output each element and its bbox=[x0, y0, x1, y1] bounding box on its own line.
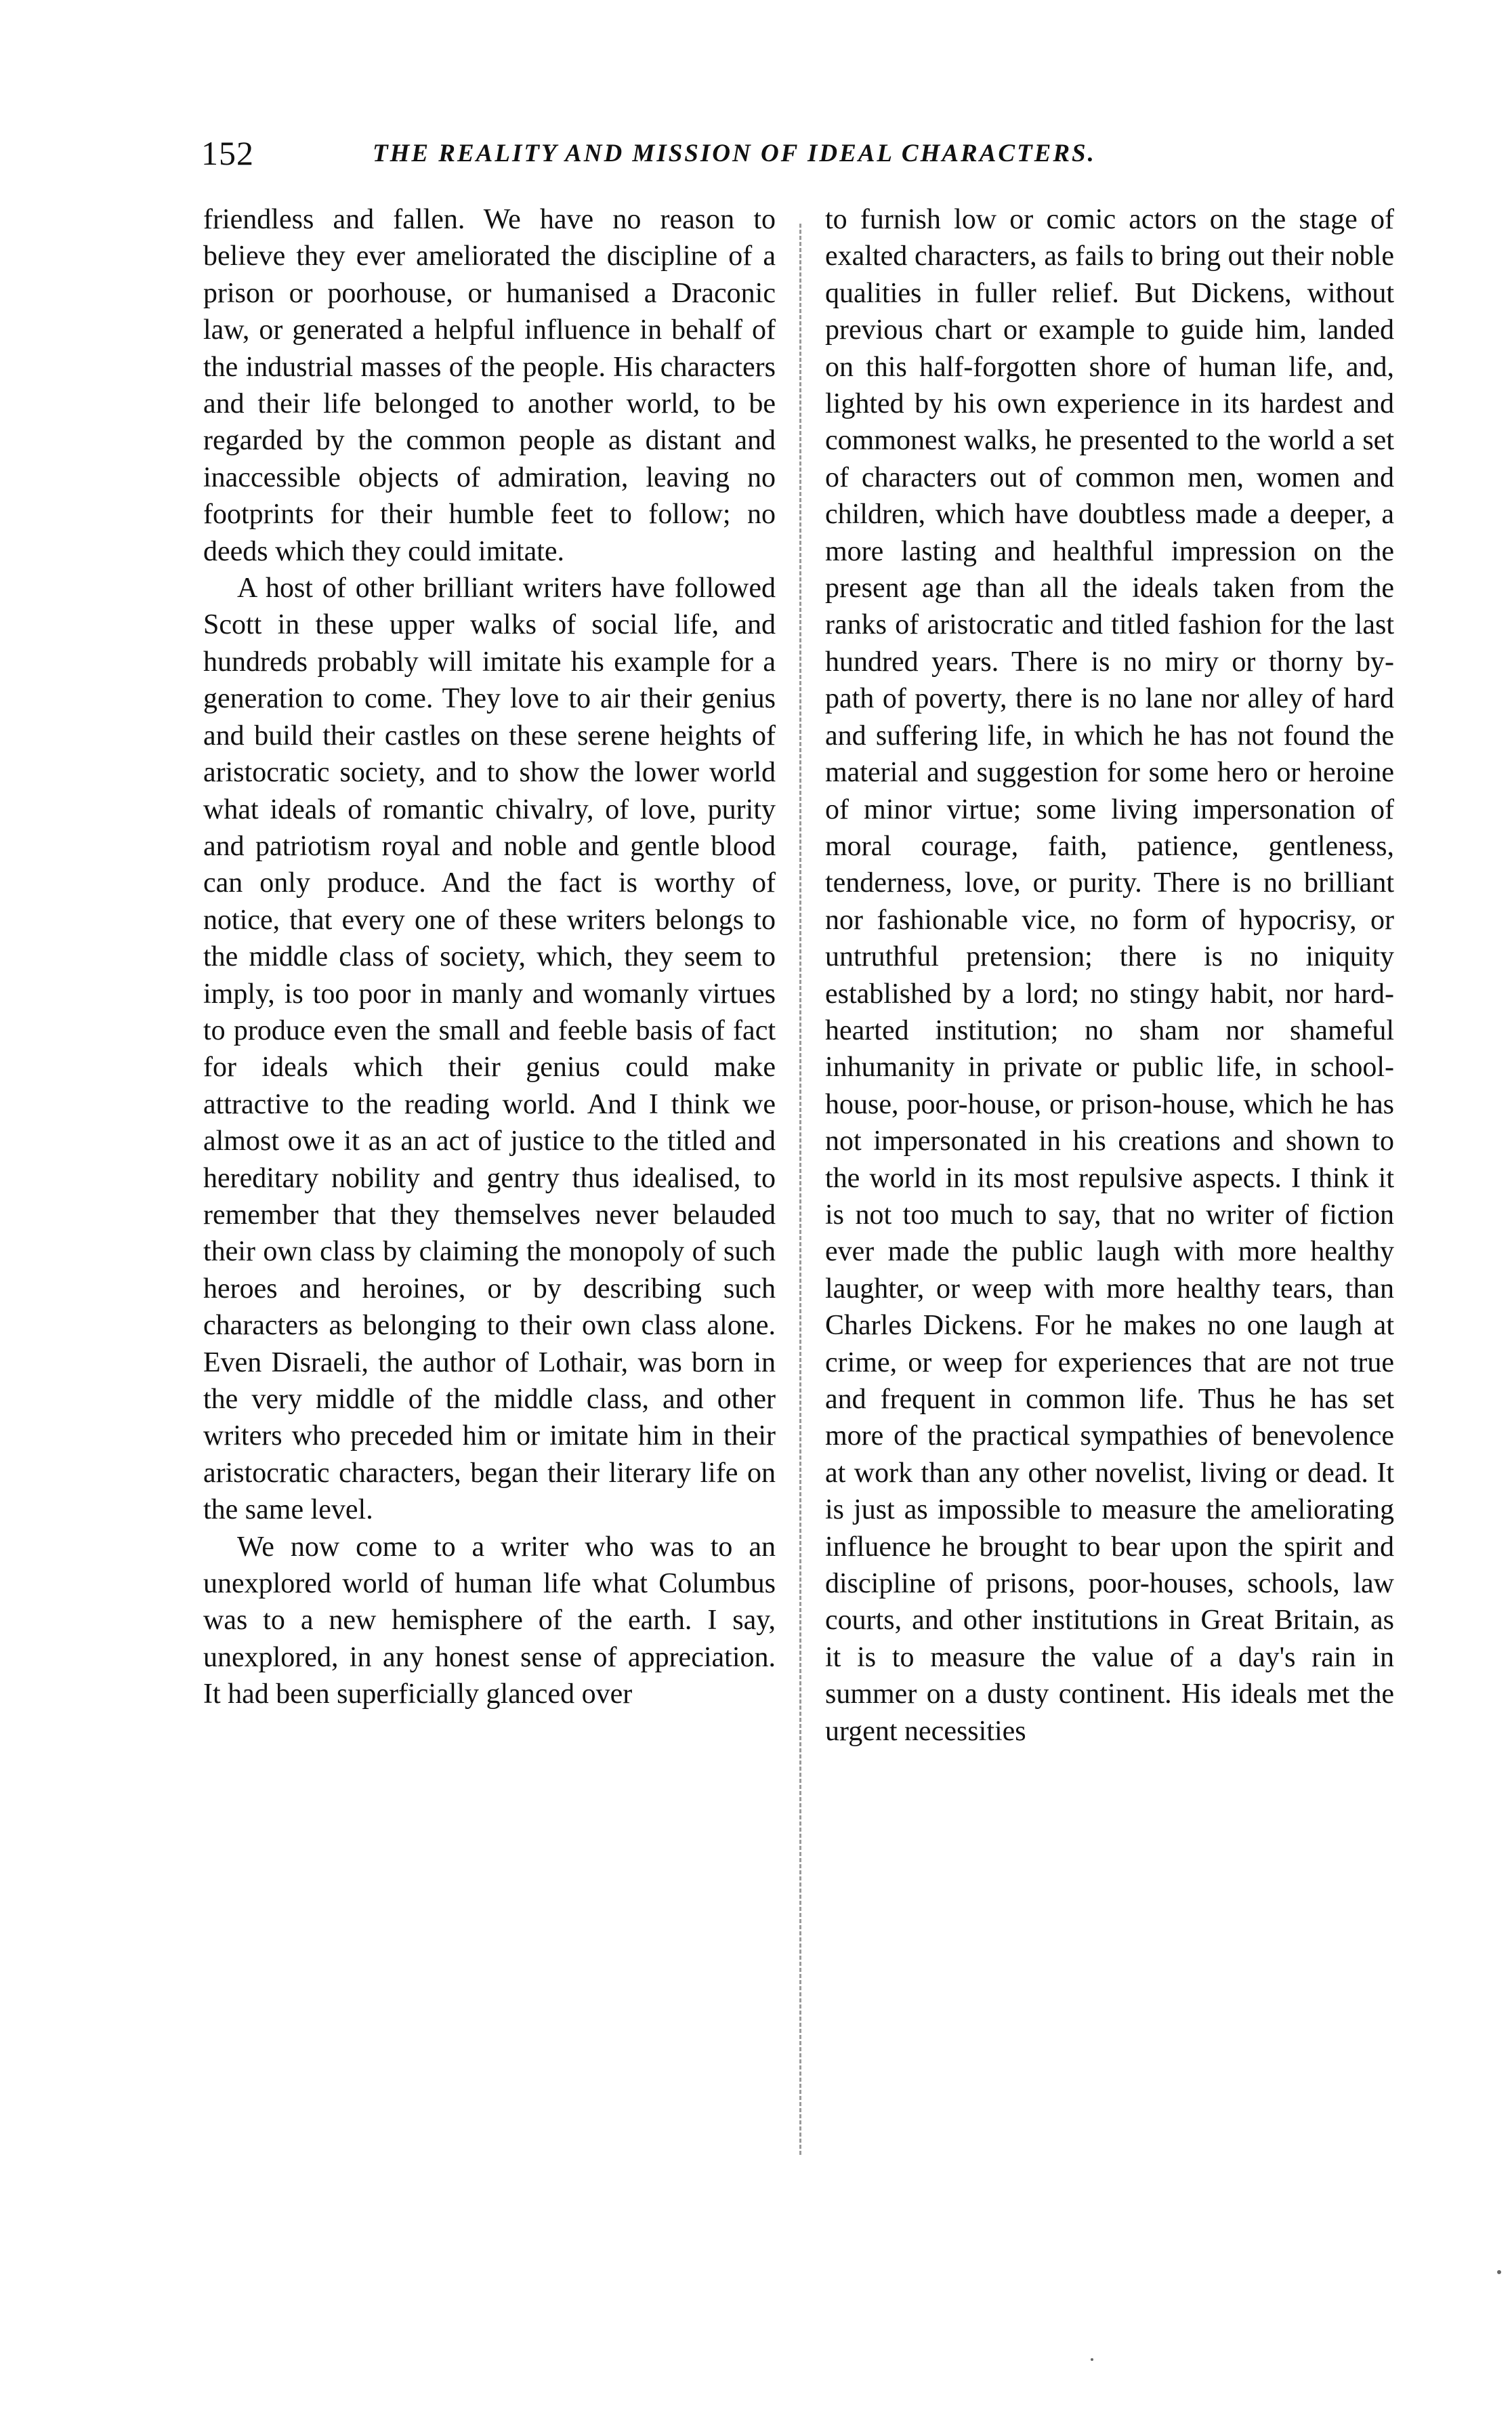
page-number: 152 bbox=[201, 134, 254, 172]
left-paragraph-2: A host of other brilliant writers have followed Scott in these upper walks of social life, and hundreds probably will imitate his example for a generation to come. They love to air their genius and build their castles on these serene heights of aristocratic society, and to show the lower world what ideals of romantic chivalry, of love, purity and patriotism royal and noble and gentle blood can only produce. And the fact is worthy of notice, that every one of these writers belongs to the middle class of society, which, they seem to imply, is too poor in manly and womanly virtues to produce even the small and feeble basis of fact for ideals which their genius could make attractive to the reading world. And I think we almost owe it as an act of justice to the titled and hereditary nobility and gentry thus idealised, to remember that they themselves never belauded their own class by claiming the monopoly of such heroes and heroines, or by describing such characters as belonging to their own class alone. Even Disraeli, the author of Lothair, was born in the very middle of the middle class, and other writers who preceded him or imitate him in their aristocratic characters, began their literary life on the same level. bbox=[203, 573, 776, 1526]
print-speck bbox=[1497, 2270, 1501, 2274]
page-header bbox=[201, 133, 1397, 180]
right-paragraph-1: to furnish low or comic actors on the stage of exalted characters, as fails to bring out their noble qualities in fuller relief. But Dickens, without previous chart or example to guide him, landed on this half-forgotten shore of human life, and, lighted by his own experience in its hardest and commonest walks, he presented to the world a set of characters out of common men, women and children, which have doubtless made a deeper, a more lasting and healthful impression on the present age than all the ideals taken from the ranks of aristocratic and titled fashion for the last hundred years. There is no miry or thorny by-path of poverty, there is no lane nor alley of hard and suffering life, in which he has not found the material and suggestion for some hero or heroine of minor virtue; some living impersonation of moral courage, faith, patience, gentleness, tenderness, love, or purity. There is no brilliant nor fashionable vice, no form of hypocrisy, or untruthful pretension; there is no iniquity established by a lord; no stingy habit, nor hard-hearted institution; no sham nor shameful inhumanity in private or public life, in school-house, poor-house, or prison-house, which he has not impersonated in his creations and shown to the world in its most repulsive aspects. I think it is not too much to say, that no writer of fiction ever made the public laugh with more healthy laughter, or weep with more healthy tears, than Charles Dickens. For he makes no one laugh at crime, or weep for experiences that are not true and frequent in common life. Thus he has set more of the practical sympathies of benevolence at work than any other novelist, living or dead. It is just as impossible to measure the ameliorating influence he brought to bear upon the spirit and discipline of prisons, poor-houses, schools, law courts, and other institutions in Great Britain, as it is to measure the value of a day's rain in summer on a dusty continent. His ideals met the urgent necessities bbox=[825, 204, 1394, 1747]
left-column bbox=[203, 201, 776, 1713]
left-paragraph-3: We now come to a writer who was to an unexplored world of human life what Columbus was to a new hemisphere of the earth. I say, unexplored, in any honest sense of appreciation. It had been superficially glanced over bbox=[203, 1531, 776, 1710]
running-title: THE REALITY AND MISSION OF IDEAL CHARACTERS. bbox=[373, 140, 1096, 167]
print-speck bbox=[1091, 2358, 1093, 2361]
column-divider bbox=[799, 224, 801, 2155]
left-paragraph-1: friendless and fallen. We have no reason to believe they ever ameliorated the discipline of a prison or poorhouse, or humanised a Draconic law, or generated a helpful influence in behalf of the industrial masses of the people. His characters and their life belonged to another world, to be regarded by the common people as distant and inaccessible objects of admiration, leaving no footprints for their humble feet to follow; no deeds which they could imitate. bbox=[203, 204, 776, 567]
right-column bbox=[825, 201, 1394, 1750]
